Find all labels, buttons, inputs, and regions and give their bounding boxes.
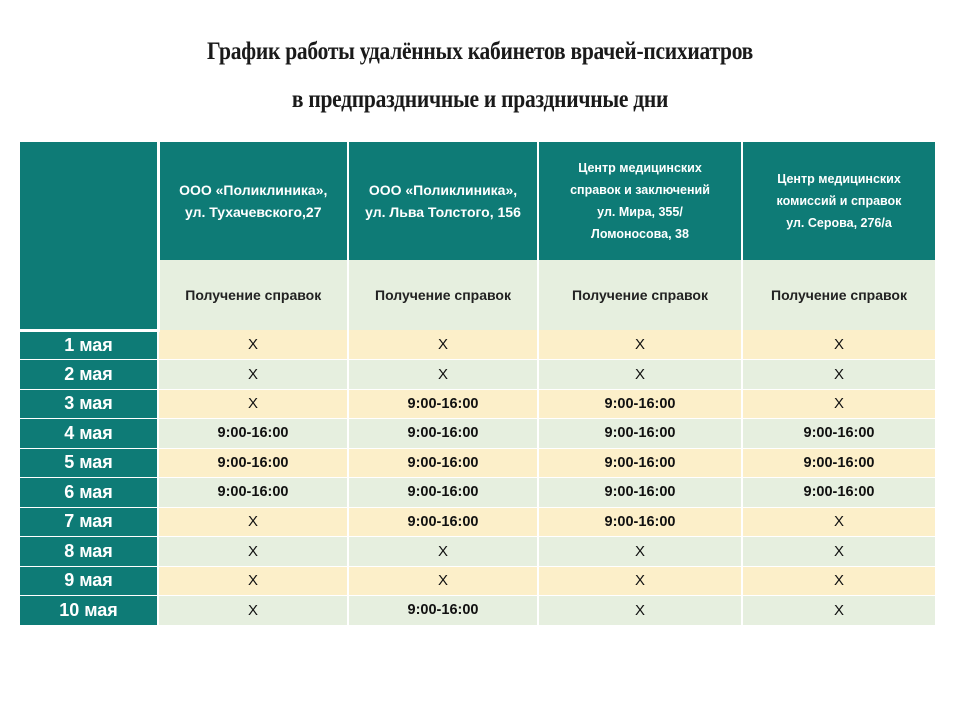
schedule-cell: 9:00-16:00: [158, 419, 348, 449]
schedule-table: [20, 142, 935, 626]
schedule-cell: Х: [158, 389, 348, 419]
day-label: 4 мая: [20, 419, 158, 449]
column-header-line: Центр медицинских: [777, 172, 901, 186]
column-header-line: ул. Тухачевского,27: [185, 204, 322, 220]
schedule-cell: Х: [158, 596, 348, 626]
column-header-serova: [742, 142, 935, 260]
schedule-cell: 9:00-16:00: [158, 448, 348, 478]
column-header-line: ООО «Поликлиника»,: [179, 182, 328, 198]
schedule-cell: 9:00-16:00: [538, 389, 742, 419]
schedule-cell: 9:00-16:00: [348, 448, 538, 478]
column-header-tukhachevskogo: [158, 142, 348, 260]
schedule-cell: Х: [348, 537, 538, 567]
table-row: [20, 389, 935, 419]
table-row: [20, 566, 935, 596]
table-row: [20, 596, 935, 626]
schedule-cell: 9:00-16:00: [538, 478, 742, 508]
schedule-cell: Х: [348, 360, 538, 390]
page-title: График работы удалённых кабинетов врачей-психиатров: [206, 38, 754, 65]
day-label: 8 мая: [20, 537, 158, 567]
schedule-cell: Х: [538, 596, 742, 626]
table-row: [20, 478, 935, 508]
schedule-cell: 9:00-16:00: [158, 478, 348, 508]
day-label: 10 мая: [20, 596, 158, 626]
schedule-cell: Х: [158, 330, 348, 360]
column-header-line: ул. Серова, 276/а: [786, 216, 892, 230]
schedule-cell: Х: [742, 389, 935, 419]
table-row: [20, 448, 935, 478]
schedule-cell: Х: [538, 566, 742, 596]
schedule-cell: 9:00-16:00: [742, 448, 935, 478]
schedule-cell: 9:00-16:00: [348, 507, 538, 537]
schedule-cell: 9:00-16:00: [538, 419, 742, 449]
schedule-cell: 9:00-16:00: [348, 596, 538, 626]
schedule-cell: Х: [538, 330, 742, 360]
day-label: 3 мая: [20, 389, 158, 419]
schedule-cell: Х: [538, 537, 742, 567]
schedule-cell: 9:00-16:00: [538, 507, 742, 537]
schedule-cell: 9:00-16:00: [538, 448, 742, 478]
column-header-line: Центр медицинских: [578, 161, 702, 175]
schedule-cell: Х: [742, 537, 935, 567]
service-label: Получение справок: [348, 260, 538, 330]
day-label: 1 мая: [20, 330, 158, 360]
day-label: 7 мая: [20, 507, 158, 537]
column-header-line: справок и заключений: [570, 183, 710, 197]
table-row: [20, 360, 935, 390]
schedule-cell: Х: [742, 566, 935, 596]
service-label: Получение справок: [742, 260, 935, 330]
page-subtitle: в предпраздничные и праздничные дни: [291, 86, 669, 113]
column-header-line: ул. Мира, 355/: [597, 205, 683, 219]
schedule-cell: 9:00-16:00: [348, 389, 538, 419]
schedule-cell: Х: [742, 360, 935, 390]
schedule-cell: Х: [158, 566, 348, 596]
schedule-cell: Х: [742, 330, 935, 360]
schedule-cell: Х: [538, 360, 742, 390]
table-row: [20, 419, 935, 449]
day-label: 2 мая: [20, 360, 158, 390]
column-header-mira: [538, 142, 742, 260]
service-label: Получение справок: [538, 260, 742, 330]
table-row: [20, 330, 935, 360]
service-row: [20, 260, 935, 330]
schedule-cell: Х: [158, 360, 348, 390]
corner-cell: [20, 142, 158, 330]
day-label: 5 мая: [20, 448, 158, 478]
table-row: [20, 537, 935, 567]
schedule-cell: 9:00-16:00: [742, 478, 935, 508]
day-label: 6 мая: [20, 478, 158, 508]
schedule-cell: Х: [158, 537, 348, 567]
column-header-line: ООО «Поликлиника»,: [368, 182, 518, 198]
column-header-line: комиссий и справок: [776, 194, 902, 208]
schedule-cell: Х: [742, 596, 935, 626]
schedule-cell: Х: [348, 330, 538, 360]
column-header-tolstogo: [348, 142, 538, 260]
schedule-cell: Х: [158, 507, 348, 537]
schedule-rows: [20, 330, 935, 625]
schedule-cell: Х: [348, 566, 538, 596]
schedule-cell: 9:00-16:00: [742, 419, 935, 449]
day-label: 9 мая: [20, 566, 158, 596]
service-label: Получение справок: [158, 260, 348, 330]
table-row: [20, 507, 935, 537]
schedule-cell: 9:00-16:00: [348, 419, 538, 449]
header-row: [20, 142, 935, 260]
column-header-line: ул. Льва Толстого, 156: [365, 204, 521, 220]
column-header-line: Ломоносова, 38: [591, 227, 689, 241]
schedule-cell: Х: [742, 507, 935, 537]
schedule-cell: 9:00-16:00: [348, 478, 538, 508]
